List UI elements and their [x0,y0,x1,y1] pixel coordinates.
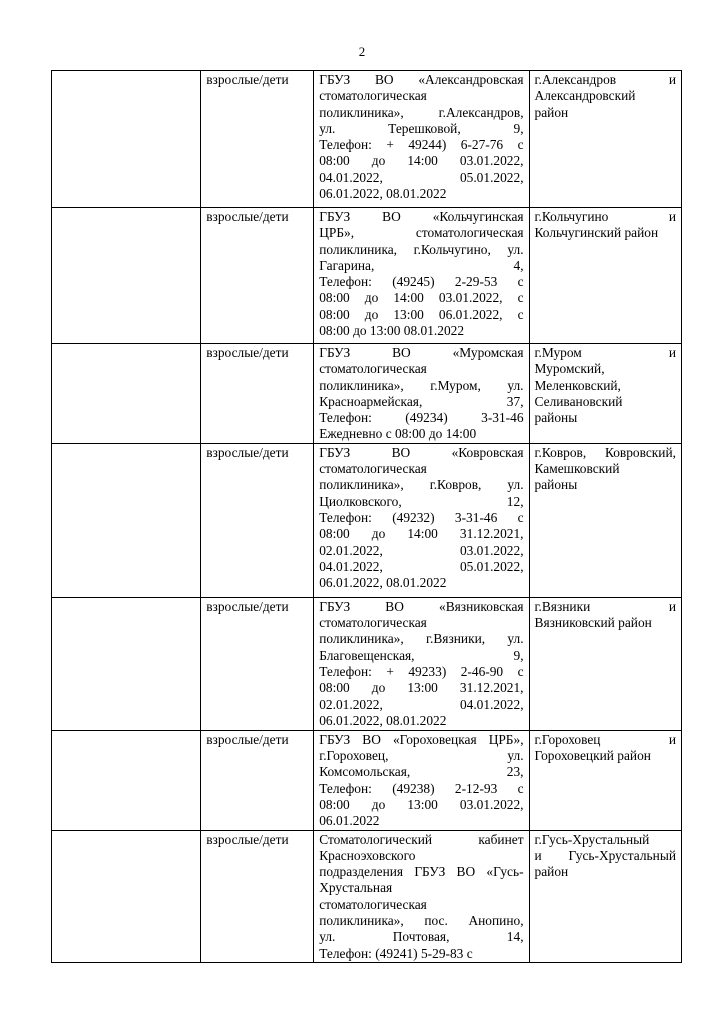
table-row [52,344,682,444]
category-cell: взрослые/дети [201,208,314,344]
cell-text-line: стоматологическая [319,615,427,631]
cell-text-line: 02.01.2022, 04.01.2022, [319,696,524,712]
category-cell: взрослые/дети [201,71,314,208]
cell-text-line: Телефон: (49234) 3-31-46 [319,410,524,426]
empty-cell [52,71,201,208]
facility-cell [314,597,529,730]
cell-text-line: Ежедневно с 08:00 до 14:00 [319,426,477,442]
cell-text-line: г.Александров и [534,72,676,87]
cell-text-line: ГБУЗ ВО «Вязниковская [319,598,524,614]
cell-text-line: ЦРБ», стоматологическая [319,225,524,241]
cell-text-line: г.Гусь-Хрустальный [534,831,650,847]
facility-cell [314,344,529,444]
table-row [52,443,682,597]
cell-text-line: 04.01.2022, 05.01.2022, [319,558,524,574]
area-cell [529,71,681,208]
cell-text-line: Красноэховского [319,847,416,863]
table-row [52,71,682,208]
cell-text-line: Хрустальная [319,880,393,896]
cell-text-line: поликлиника», г.Ковров, ул. [319,477,524,493]
cell-text-line: стоматологическая [319,896,427,912]
cell-text-line: Селивановский [534,393,623,409]
cell-text-line: район [534,864,569,880]
cell-text-line: 08:00 до 13:00 06.01.2022, с [319,306,524,322]
area-cell [529,597,681,730]
cell-text-line: ГБУЗ ВО «Муромская [319,345,524,360]
cell-text-line: стоматологическая [319,361,427,377]
cell-text-line: Благовещенская, 9, [319,647,524,663]
cell-text-line: Телефон: (49245) 2-29-53 с [319,274,524,290]
cell-text-line: 06.01.2022, 08.01.2022 [319,712,447,728]
category-cell: взрослые/дети [201,597,314,730]
cell-text-line: 04.01.2022, 05.01.2022, [319,169,524,185]
facility-cell [314,830,529,962]
empty-cell [52,443,201,597]
clinic-schedule-table [51,70,682,963]
area-cell [529,208,681,344]
cell-text-line: районы [534,410,578,426]
cell-text-line: 08:00 до 13:00 03.01.2022, [319,796,524,812]
area-cell [529,730,681,830]
cell-text-line: 06.01.2022 [319,813,380,829]
cell-text-line: ГБУЗ ВО «Кольчугинская [319,209,524,224]
category-cell: взрослые/дети [201,730,314,830]
cell-text-line: Кольчугинский район [534,225,659,241]
category-cell: взрослые/дети [201,344,314,444]
cell-text-line: поликлиника», пос. Анопино, [319,913,524,929]
cell-text-line: 08:00 до 14:00 31.12.2021, [319,526,524,542]
cell-text-line: ГБУЗ ВО «Ковровская [319,444,524,460]
cell-text-line: поликлиника», г.Александров, [319,104,524,120]
cell-text-line: район [534,104,569,120]
cell-text-line: поликлиника», г.Муром, ул. [319,377,524,393]
area-cell [529,443,681,597]
facility-cell [314,443,529,597]
cell-text-line: подразделения ГБУЗ ВО «Гусь- [319,864,524,880]
cell-text-line: 02.01.2022, 03.01.2022, [319,542,524,558]
cell-text-line: Александровский [534,88,636,104]
cell-text-line: Телефон: (49241) 5-29-83 с [319,945,473,961]
page-number: 2 [358,44,366,59]
cell-text-line: и Гусь-Хрустальный [534,847,676,863]
cell-text-line: ул. Терешковой, 9, [319,120,524,136]
table-body [52,71,682,963]
category-cell: взрослые/дети [201,443,314,597]
cell-text-line: Комсомольская, 23, [319,764,524,780]
cell-text-line: Телефон: + 49233) 2-46-90 с [319,663,524,679]
cell-text-line: Гагарина, 4, [319,257,524,273]
empty-cell [52,208,201,344]
cell-text-line: 08:00 до 13:00 31.12.2021, [319,680,524,696]
cell-text-line: ГБУЗ ВО «Александровская [319,72,524,87]
cell-text-line: ул. Почтовая, 14, [319,929,524,945]
cell-text-line: г.Гороховец и [534,731,676,747]
cell-text-line: г.Муром и [534,345,676,360]
cell-text-line: г.Кольчугино и [534,209,676,224]
table-row [52,597,682,730]
category-cell: взрослые/дети [201,830,314,962]
cell-text-line: Меленковский, [534,377,621,393]
area-cell [529,830,681,962]
cell-text-line: стоматологическая [319,88,427,104]
cell-text-line: Муромский, [534,361,605,377]
cell-text-line: ГБУЗ ВО «Гороховецкая ЦРБ», [319,731,524,747]
facility-cell [314,71,529,208]
cell-text-line: Гороховецкий район [534,748,651,764]
cell-text-line: г.Вязники и [534,598,676,614]
cell-text-line: Вязниковский район [534,615,652,631]
table-row [52,730,682,830]
table-row [52,208,682,344]
cell-text-line: стоматологическая [319,461,427,477]
facility-cell [314,208,529,344]
cell-text-line: 06.01.2022, 08.01.2022 [319,186,447,202]
cell-text-line: Красноармейская, 37, [319,393,524,409]
empty-cell [52,344,201,444]
cell-text-line: районы [534,477,578,493]
empty-cell [52,597,201,730]
cell-text-line: г.Ковров, Ковровский, [534,444,676,460]
cell-text-line: Камешковский [534,461,620,477]
cell-text-line: 08:00 до 14:00 03.01.2022, с [319,290,524,306]
cell-text-line: Телефон: (49238) 2-12-93 с [319,780,524,796]
cell-text-line: Телефон: (49232) 3-31-46 с [319,509,524,525]
cell-text-line: 08:00 до 14:00 03.01.2022, [319,153,524,169]
cell-text-line: поликлиника, г.Кольчугино, ул. [319,241,524,257]
facility-cell [314,730,529,830]
table-row [52,830,682,962]
cell-text-line: Стоматологический кабинет [319,831,524,847]
cell-text-line: Циолковского, 12, [319,493,524,509]
empty-cell [52,830,201,962]
cell-text-line: 08:00 до 13:00 08.01.2022 [319,323,465,339]
cell-text-line: 06.01.2022, 08.01.2022 [319,575,447,591]
empty-cell [52,730,201,830]
cell-text-line: г.Гороховец, ул. [319,748,524,764]
cell-text-line: Телефон: + 49244) 6-27-76 с [319,137,524,153]
area-cell [529,344,681,444]
cell-text-line: поликлиника», г.Вязники, ул. [319,631,524,647]
